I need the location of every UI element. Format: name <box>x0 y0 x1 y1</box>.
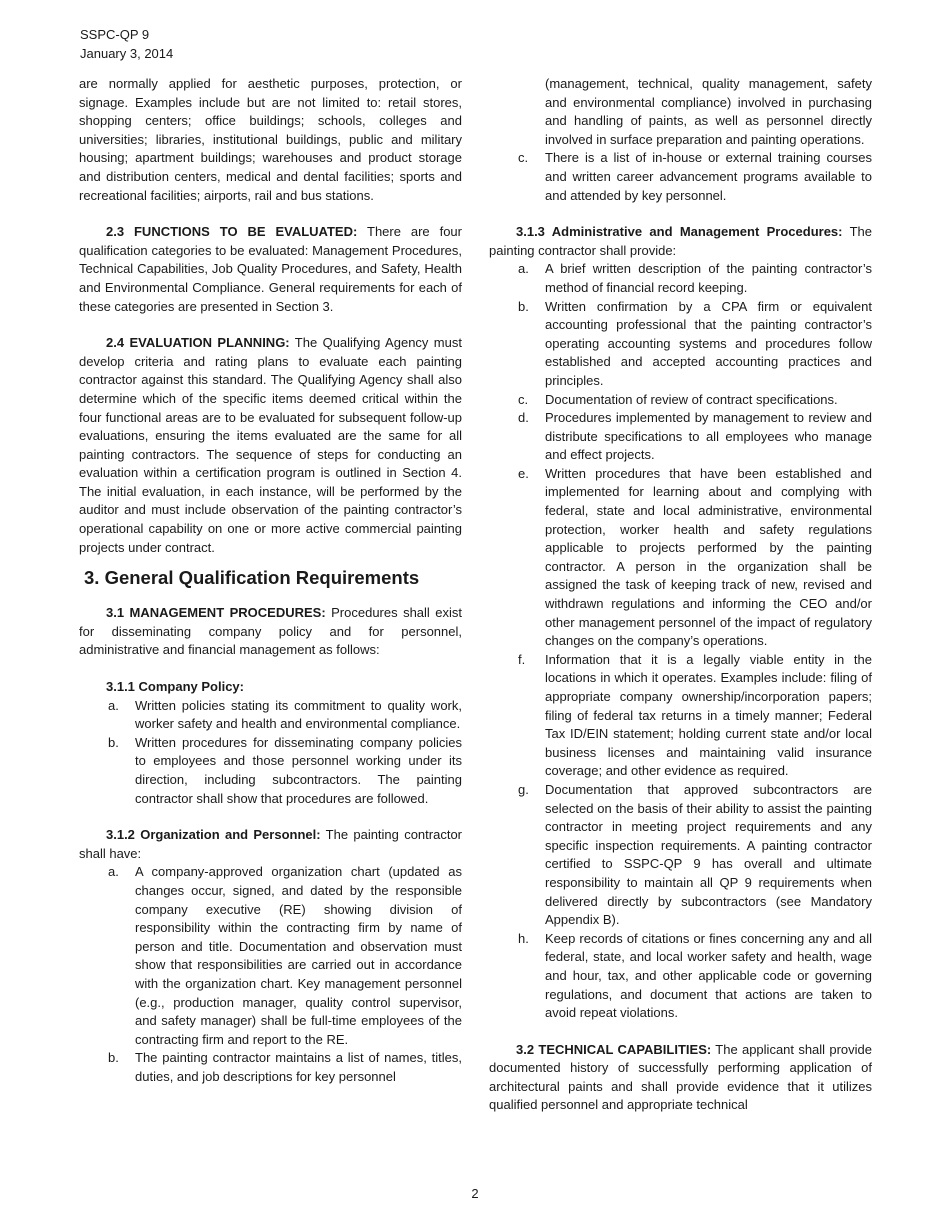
section-3-2-heading: 3.2 TECHNICAL CAPABILITIES: <box>516 1041 712 1057</box>
organization-list <box>79 863 462 1086</box>
section-3-1-2-heading: 3.1.2 Organization and Personnel: <box>106 827 321 843</box>
list-item: a. A company-approved organization chart (updated as changes occur, signed, and dated by the responsible company executive (RE) showing division of responsibility within the contracting firm by name of person and title. Documentation and observation must show that responsibilities are carried out in accordance with the organization chart. Key management personnel (e.g., production manager, quality control supervisor, and safety manager) shall be full-time employees of the contracting firm and report to the RE. <box>108 864 462 1047</box>
section-3-1-body: Procedures shall exist for disseminating company policy and for personnel, administrative and financial management as follows: <box>79 605 463 658</box>
list-item: b. Written confirmation by a CPA firm or equivalent accounting professional that the painting contractor’s operating accounting systems and procedures follow established and accepted accounting practices and principles. <box>518 298 872 388</box>
section-3-title: 3. General Qualification Requirements <box>84 567 420 589</box>
section-3-1-3 <box>489 223 872 260</box>
right-column <box>489 75 872 1115</box>
list-item: a. A brief written description of the painting contractor’s method of financial record keeping. <box>518 261 872 295</box>
section-2-4-body: The Qualifying Agency must develop criteria and rating plans to evaluate each painting contractor against this standard. The Qualifying Agency shall also determine which of the specific items deemed critical within the four functional areas are to be evaluated for subsequent follow-up evaluations, ensuring the items evaluated are the same for all painting contractors. The sequence of steps for conducting an evaluation within a certification program is outlined in Section 4. The initial evaluation, in each instance, will be performed by the auditor and must include observation of the painting contractor’s operational capability on one or more active commercial painting projects under contract. <box>79 335 462 555</box>
scope-continuation: are normally applied for aesthetic purposes, protection, or signage. Examples include but are not limited to: retail stores, shopping centers; office buildings; schools, colleges and universities; libraries, institutional buildings, public and military housing; apartment buildings; warehouses and product storage and distribution centers, medical and dental facilities; sports and recreational facilities; airports, rail and bus stations. <box>79 76 462 203</box>
list-item: h. Keep records of citations or fines concerning any and all federal, state, and local worker safety and health, wage and hour, tax, and other applicable code or governing regulations, and document that actions are taken to avoid repeat violations. <box>518 930 872 1021</box>
section-3-1-3-heading: 3.1.3 Administrative and Management Procedures: <box>516 224 843 240</box>
company-policy-list <box>79 697 462 809</box>
list-item: e. Written procedures that have been established and implemented for learning about and complying with federal, state and local administrative, environmental protection, worker health and safety regulations applicable to projects performed by the painting contractor. A person in the organization shall be assigned the task of keeping track of new, revised and withdrawn regulations and informing the CEO and/or other management personnel of the impact of regulatory changes on the company’s operations. <box>518 465 872 649</box>
document-id: SSPC-QP 9 <box>80 27 150 42</box>
list-item: b. The painting contractor maintains a list of names, titles, duties, and job descriptions for key personnel <box>108 1050 462 1084</box>
section-2-3-body: There are four qualification categories to be evaluated: Management Procedures, Technical Capabilities, Job Quality Procedures, and Safety, Health and Environmental Compliance. General requirements for each of these categories are presented in Section 3. <box>79 224 462 314</box>
list-item: f. Information that it is a legally viable entity in the locations in which it operates. Examples include: filing of appropriate company ownership/incorporation papers; filing of federal tax returns in a timely manner; Federal Tax ID/EIN statement; holding current state and/or local business licenses and maintaining valid insurance coverage; and other evidence as required. <box>518 651 872 779</box>
list-item: a. Written policies stating its commitment to quality work, worker safety and health and environmental compliance. <box>108 697 462 732</box>
list-item-continuation: (management, technical, quality management, safety and environmental compliance) involved in purchasing and handling of paints, as well as personnel directly involved in surface preparation and painting operations. <box>545 76 872 147</box>
page-header <box>80 25 173 63</box>
list-item: g. Documentation that approved subcontractors are selected on the basis of their ability to assist the painting contractor in meeting project requirements and any specific inspection requirements. A painting contractor certified to SSPC-QP 9 has overall and ultimate responsibility to maintain all QP 9 requirements when delivered directly by subcontractors (see Mandatory Appendix B). <box>518 781 872 928</box>
document-date: January 3, 2014 <box>80 46 174 61</box>
organization-list-continued <box>489 75 872 205</box>
section-3-1 <box>79 604 462 660</box>
list-item: c. Documentation of review of contract specifications. <box>518 391 838 407</box>
page-number: 2 <box>471 1186 479 1201</box>
section-3-2 <box>489 1041 872 1115</box>
section-3-1-2-body: The painting contractor shall have: <box>79 827 462 861</box>
list-item: d. Procedures implemented by management to review and distribute specifications to all employees who manage and effect projects. <box>518 410 872 463</box>
left-column <box>79 75 462 1087</box>
list-item: c. There is a list of in-house or external training courses and written career advancement programs available to and attended by key personnel. <box>518 150 872 203</box>
section-2-3-heading: 2.3 FUNCTIONS TO BE EVALUATED: <box>106 224 358 240</box>
section-2-4 <box>79 334 462 557</box>
section-3-1-3-body: The painting contractor shall provide: <box>489 224 872 258</box>
section-2-4-heading: 2.4 EVALUATION PLANNING: <box>106 335 290 351</box>
section-2-3 <box>79 223 462 316</box>
admin-procedures-list <box>489 260 872 1022</box>
list-item: b. Written procedures for disseminating company policies to employees and those personnel working under its direction, including subcontractors. The painting contractor shall show that procedures are followed. <box>108 734 462 806</box>
section-3-1-2 <box>79 826 462 863</box>
section-3-1-heading: 3.1 MANAGEMENT PROCEDURES: <box>106 605 326 621</box>
section-3-2-body: The applicant shall provide documented history of successfully performing application of architectural paints and shall provide evidence that it utilizes qualified personnel and appropriate technical <box>489 1041 872 1113</box>
section-3-1-1-heading: 3.1.1 Company Policy: <box>106 679 244 695</box>
